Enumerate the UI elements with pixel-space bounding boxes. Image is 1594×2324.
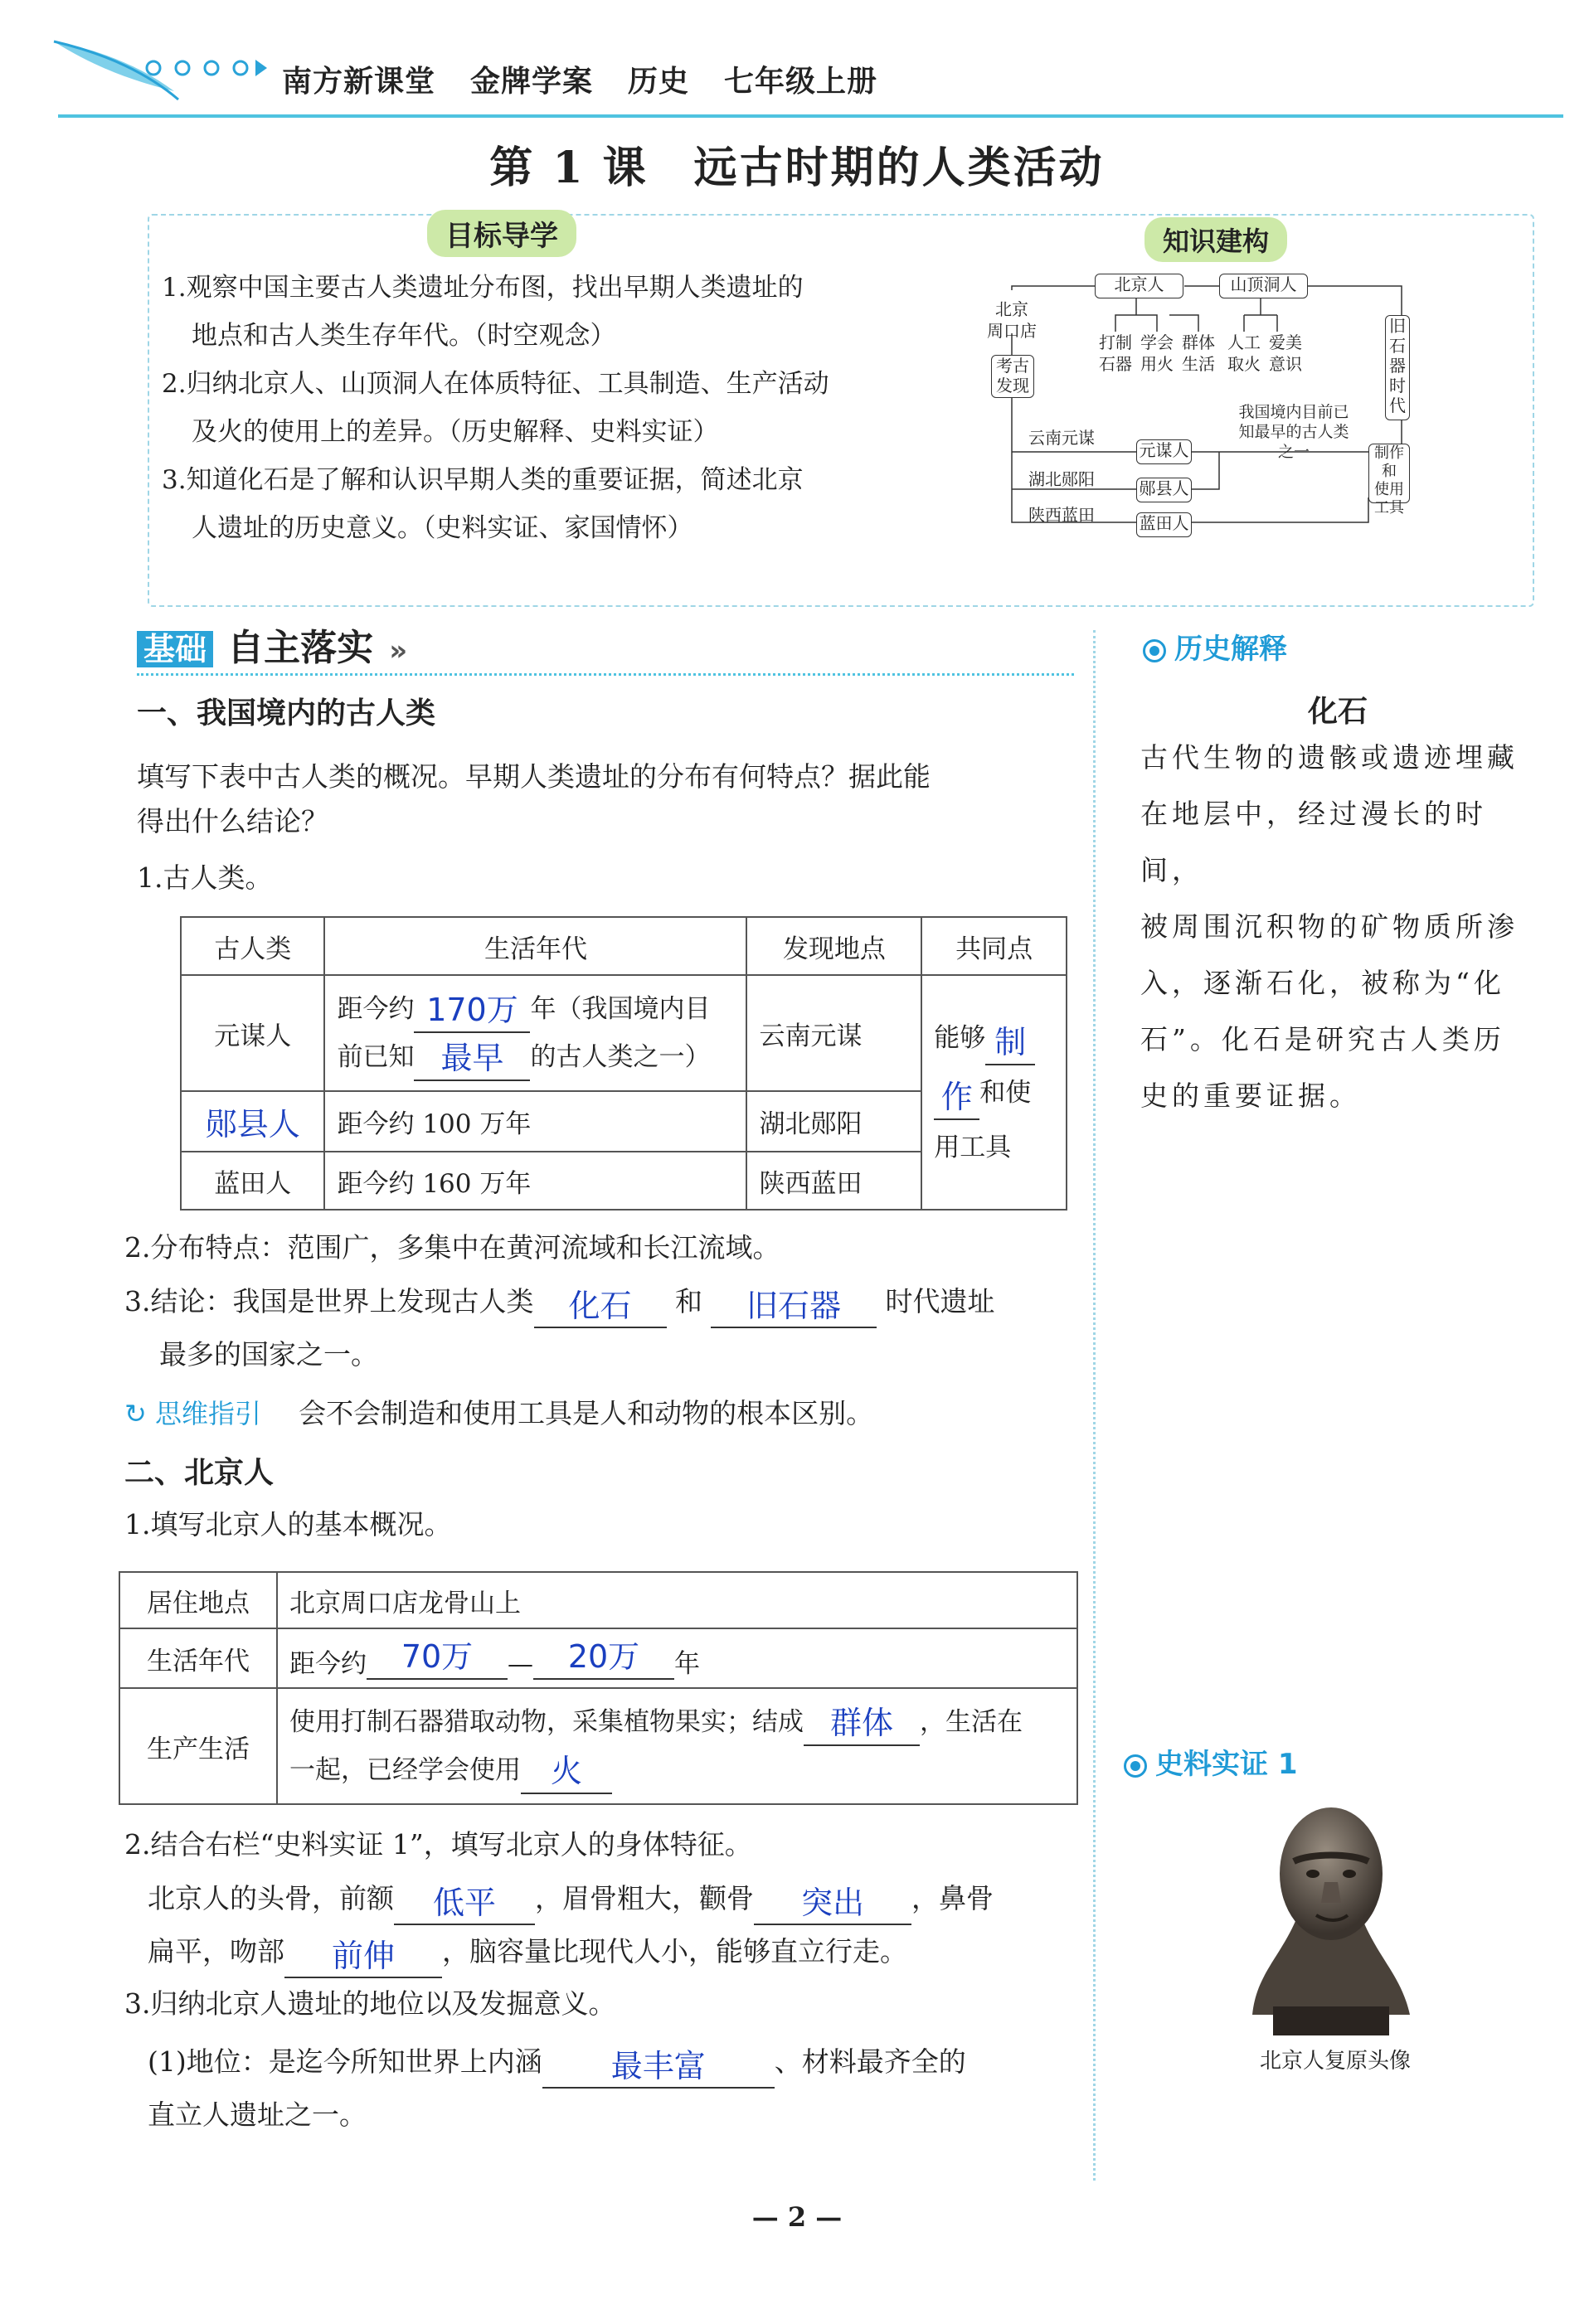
bust-caption: 北京人复原头像	[1259, 2049, 1411, 2074]
row-yunxian-time: 距今约 100 万年	[324, 1091, 746, 1152]
row-yuanmou-place: 云南元谋	[746, 975, 921, 1091]
beijingren-table	[119, 1571, 1078, 1805]
row-yunxian-place: 湖北郧阳	[746, 1091, 921, 1152]
label-yunnan: 云南元谋	[1028, 428, 1095, 448]
th-place: 发现地点	[746, 917, 921, 975]
ancient-humans-table	[180, 916, 1067, 1211]
label-hubei: 湖北郧阳	[1028, 469, 1095, 489]
label-life: 生产生活	[119, 1688, 277, 1804]
answer-yunxian: 郧县人	[205, 1106, 300, 1143]
header-series: 南方新课堂	[282, 65, 436, 99]
answer-group: 群体	[829, 1705, 893, 1741]
th-common: 共同点	[921, 917, 1067, 975]
row-lantian-place: 陕西蓝田	[746, 1152, 921, 1210]
th-time: 生活年代	[324, 917, 746, 975]
goal-line: 及火的使用上的差异。（历史解释、史料实证）	[192, 417, 719, 447]
section-header	[137, 618, 407, 671]
node-beijingren: 北京人	[1095, 274, 1183, 298]
tip-label: ↻ 思维指引	[124, 1398, 261, 1429]
row-yuanmou-name: 元谋人	[181, 975, 324, 1091]
node-lantian: 蓝田人	[1136, 512, 1192, 537]
section-rule	[137, 673, 1074, 678]
answer-richest: 最丰富	[610, 2048, 706, 2084]
section-arrows: »	[389, 634, 408, 667]
header	[282, 58, 912, 100]
answer-fire: 火	[550, 1753, 582, 1789]
mindmap-tag: 知识建构	[1144, 217, 1287, 262]
value-residence: 北京周口店龙骨山上	[277, 1572, 1077, 1628]
label-group: 群体 生活	[1182, 332, 1215, 374]
row-yunxian-name	[181, 1091, 324, 1152]
label-beauty: 爱美 意识	[1269, 332, 1302, 374]
node-tools: 制作和 使用 工具	[1368, 444, 1410, 503]
lesson-title: 第 1 课 远古时期的人类活动	[489, 143, 1105, 193]
goal-line: 1.观察中国主要古人类遗址分布图，找出早期人类遗址的	[162, 273, 804, 303]
answer-70wan: 70万	[401, 1637, 474, 1675]
answer-20wan: 20万	[567, 1637, 640, 1675]
bullet-icon	[1124, 1754, 1147, 1778]
header-divider	[58, 114, 1563, 118]
value-life: 使用打制石器猎取动物，采集植物果实；结成 群体 ，生活在 一起，已经学会使用 火	[277, 1688, 1077, 1804]
label-fire: 学会 用火	[1140, 332, 1174, 374]
header-grade: 七年级上册	[724, 65, 878, 99]
knowledge-mindmap	[979, 257, 1410, 564]
label-residence: 居住地点	[119, 1572, 277, 1628]
section-title: 自主落实	[227, 627, 374, 669]
goal-line: 2.归纳北京人、山顶洞人在体质特征、工具制造、生产活动	[162, 369, 829, 399]
answer-zhi: 制	[994, 1023, 1027, 1060]
sidebar-divider	[1093, 630, 1098, 2181]
fossil-title: 化石	[1307, 695, 1368, 729]
node-yuanmou: 元谋人	[1136, 439, 1192, 464]
thinking-tip	[124, 1391, 873, 1436]
part2-sub3: 3.归纳北京人遗址的地位以及发掘意义。	[124, 1987, 616, 2020]
row-lantian-time: 距今约 160 万年	[324, 1152, 746, 1210]
site-status: (1)地位：是迄今所知世界上内涵 最丰富 、材料最齐全的 直立人遗址之一。	[148, 2045, 966, 2131]
row-lantian-name: 蓝田人	[181, 1152, 324, 1210]
value-era: 距今约 70万 — 20万 年	[277, 1628, 1077, 1688]
header-feather-icon	[50, 33, 282, 108]
th-name: 古人类	[181, 917, 324, 975]
answer-low-flat: 低平	[432, 1885, 496, 1921]
label-beijing: 北京 周口店	[987, 299, 1037, 341]
node-kaogu: 考古 发现	[991, 355, 1034, 398]
header-subject: 历史	[628, 65, 690, 99]
part1-intro: 填写下表中古人类的概况。早期人类遗址的分布有何特点？据此能 得出什么结论？	[137, 760, 931, 837]
beijingren-bust-image	[1248, 1799, 1414, 2040]
goal-line: 人遗址的历史意义。（史料实证、家国情怀）	[192, 513, 693, 543]
label-shaanxi: 陕西蓝田	[1028, 505, 1095, 525]
label-earliest: 我国境内目前已 知最早的古人类 之一	[1238, 403, 1349, 461]
answer-fossil: 化石	[568, 1288, 632, 1324]
goal-line: 3.知道化石是了解和认识早期人类的重要证据，简述北京	[162, 465, 804, 495]
page-number: — 2 —	[751, 2201, 843, 2233]
bullet-icon	[1143, 639, 1166, 662]
goals-list	[162, 264, 892, 552]
fossil-definition: 古代生物的遗骸或遗迹埋藏 在地层中，经过漫长的时间， 被周围沉积物的矿物质所渗 入，逐渐石化，被称为“化 石”。化石是研究古人类历 史的重要证据。	[1140, 741, 1519, 1112]
side-heading-evidence: 史料实证 1	[1124, 1741, 1298, 1782]
answer-earliest: 最早	[440, 1040, 504, 1076]
goals-tag: 目标导学	[427, 210, 576, 257]
row-yuanmou-time: 距今约 170万 年（我国境内目 前已知 最早 的古人类之一）	[324, 975, 746, 1091]
header-book: 金牌学案	[470, 65, 594, 99]
tip-text: 会不会制造和使用工具是人和动物的根本区别。	[299, 1397, 874, 1429]
label-era: 生活年代	[119, 1628, 277, 1688]
answer-old-stone: 旧石器	[746, 1288, 841, 1324]
answer-zuo: 作	[940, 1078, 973, 1115]
node-shandingdong: 山顶洞人	[1219, 274, 1308, 298]
answer-protrude: 前伸	[331, 1938, 395, 1974]
answer-170wan: 170万	[426, 992, 518, 1028]
goal-line: 地点和古人类生存年代。（时空观念）	[192, 321, 616, 351]
node-yunxian: 郧县人	[1136, 478, 1192, 502]
answer-prominent: 突出	[800, 1885, 864, 1921]
part2-heading: 二、北京人	[124, 1456, 275, 1490]
part2-sub1: 1.填写北京人的基本概况。	[124, 1508, 452, 1540]
label-tool: 打制 石器	[1099, 332, 1132, 374]
part1-sub1: 1.古人类。	[137, 861, 273, 894]
side-heading-explanation: 历史解释	[1143, 626, 1287, 667]
part1-heading: 一、我国境内的古人类	[137, 696, 436, 730]
body-features: 北京人的头骨，前额 低平 ，眉骨粗大，颧骨 突出 ，鼻骨 扁平，吻部 前伸 ，脑容量比现代人小，能够直立行走。	[148, 1872, 1101, 1978]
part1-sub2: 2.分布特点：范围广，多集中在黄河流域和长江流域。	[124, 1231, 780, 1264]
node-old-stone-age: 旧 石 器 时 代	[1385, 315, 1410, 420]
part2-sub2: 2.结合右栏“史料实证 1”，填写北京人的身体特征。	[124, 1828, 752, 1861]
common-cell: 能够 制 作 和使 用工具	[921, 975, 1067, 1210]
label-artificial-fire: 人工 取火	[1227, 332, 1261, 374]
section-badge: 基础	[137, 631, 213, 667]
part1-sub3: 3.结论：我国是世界上发现古人类 化石 和 旧石器 时代遗址 最多的国家之一。	[124, 1285, 995, 1371]
